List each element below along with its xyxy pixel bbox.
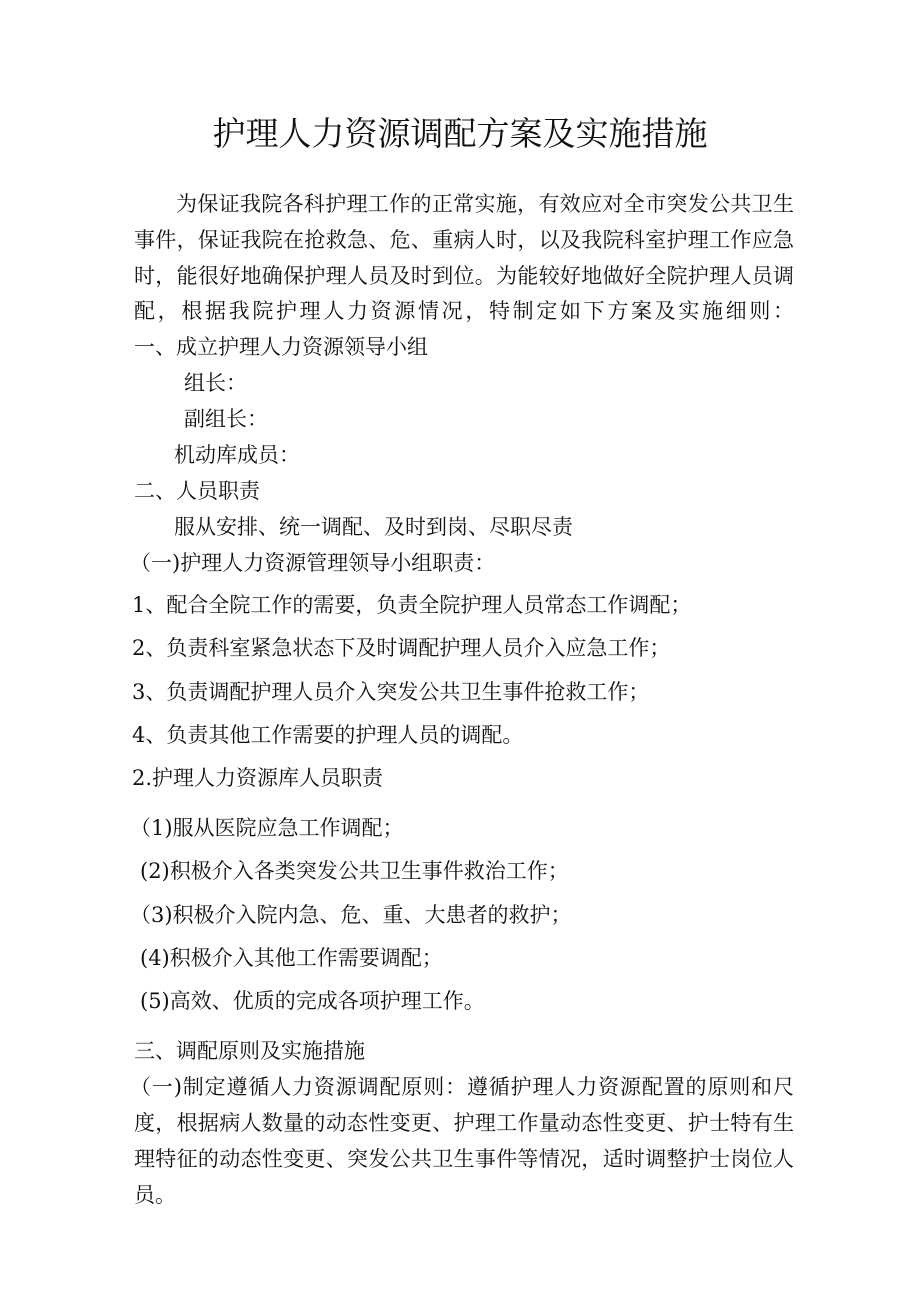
page-title: 护理人力资源调配方案及实施措施 [212,114,708,153]
sub1-heading: （一)护理人力资源管理领导小组职责： [130,551,496,575]
sub2-heading: 2.护理人力资源库人员职责 [132,766,384,790]
duty-item-4: 4、负责其他工作需要的护理人员的调配。 [132,723,524,747]
members-label: 机动库成员： [174,443,300,467]
intro-line-2: 事件，保证我院在抢救急、危、重病人时，以及我院科室护理工作应急 [134,228,794,252]
duty-item-2: 2、负责科室紧急状态下及时调配护理人员介入应急工作； [132,636,671,660]
section2-heading: 二、人员职责 [134,479,260,503]
pool-duty-1: （1)服从医院应急工作调配； [130,816,404,840]
motto: 服从安排、统一调配、及时到岗、尽职尽责 [174,515,573,539]
pool-duty-4: (4)积极介入其他工作需要调配； [140,946,443,970]
section3-heading: 三、调配原则及实施措施 [134,1039,365,1063]
leader-label: 组长： [184,371,247,395]
intro-line-3: 时，能很好地确保护理人员及时到位。为能较好地做好全院护理人员调 [134,264,794,288]
section3-para-line-1: （一)制定遵循人力资源调配原则：遵循护理人力资源配置的原则和尺 [130,1075,794,1099]
pool-duty-2: (2)积极介入各类突发公共卫生事件救治工作； [140,859,569,883]
section3-para-line-2: 度，根据病人数量的动态性变更、护理工作量动态性变更、护士特有生 [134,1111,794,1135]
duty-item-3: 3、负责调配护理人员介入突发公共卫生事件抢救工作； [132,680,650,704]
duty-item-1: 1、配合全院工作的需要，负责全院护理人员常态工作调配； [132,593,692,617]
section3-para-line-3: 理特征的动态性变更、突发公共卫生事件等情况，适时调整护士岗位人 [134,1147,794,1171]
pool-duty-3: （3)积极介入院内急、危、重、大患者的救护； [130,903,572,927]
intro-line-1: 为保证我院各科护理工作的正常实施，有效应对全市突发公共卫生 [176,192,794,216]
intro-line-4: 配，根据我院护理人力资源情况，特制定如下方案及实施细则： [134,299,794,323]
section1-heading: 一、成立护理人力资源领导小组 [134,335,428,359]
deputy-label: 副组长： [184,407,268,431]
pool-duty-5: (5)高效、优质的完成各项护理工作。 [140,989,485,1013]
section3-para-line-4: 员。 [134,1183,176,1207]
